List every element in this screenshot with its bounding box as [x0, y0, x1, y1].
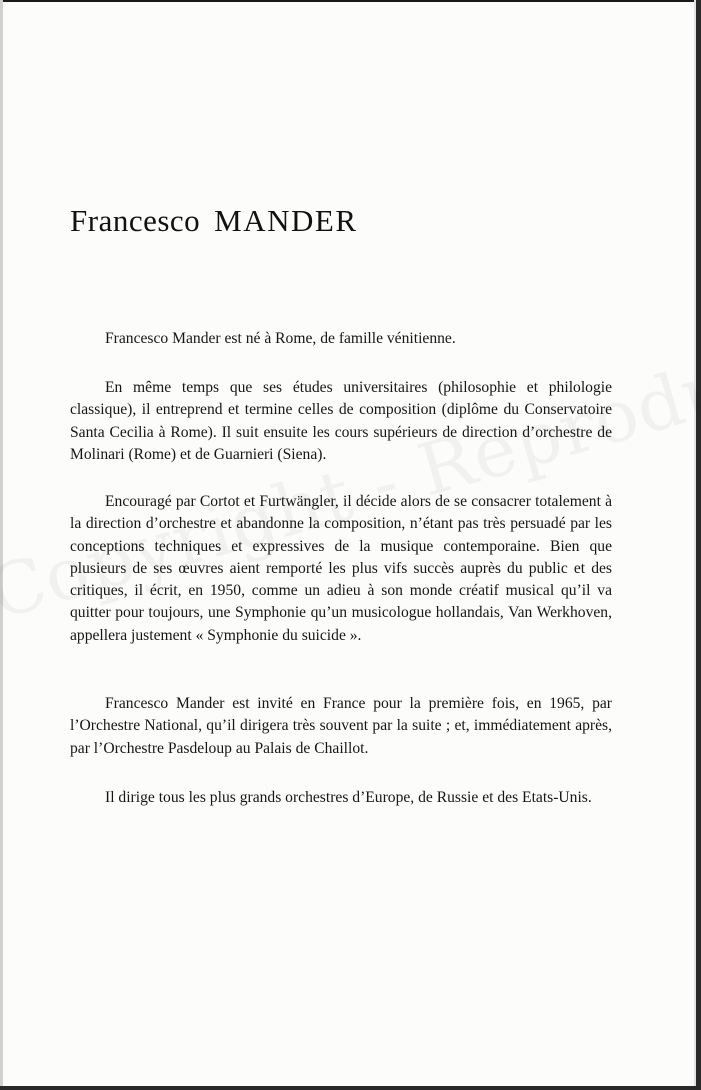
paragraph-career: Encouragé par Cortot et Furtwängler, il décide alors de se consacrer totalement à la direction d’orchestre et abandonne la composition, n’étant pas très persuadé par les conceptions techniques et expressives de la musique contemporaine. Bien que plusieurs de ses œuvres aient remporté les plus vifs succès auprès du public et des critiques, il écrit, en 1950, comme un adieu à son monde créatif musical qu’il va quitter pour toujours, une Symphonie qu’un musicologue hollandais, Van Werkhoven, appellera justement « Symphonie du suicide ». — [70, 493, 612, 644]
scan-edge-left — [0, 0, 3, 1090]
paragraph-birth: Francesco Mander est né à Rome, de famille vénitienne. — [105, 330, 456, 347]
page-title — [70, 203, 358, 239]
paragraph-orchestras: Il dirige tous les plus grands orchestres d’Europe, de Russie et des Etats-Unis. — [105, 789, 592, 806]
scan-edge-bottom — [0, 1086, 701, 1090]
title-first-name: Francesco — [70, 203, 201, 238]
scan-edge-right — [696, 0, 701, 1090]
paragraph-studies: En même temps que ses études universitaires (philosophie et philologie classique), il entreprend et termine celles de composition (diplôme du Conservatoire Santa Cecilia à Rome). Il suit ensuite les cours supérieurs de direction d’orchestre de Molinari (Rome) et de Guarnieri (Siena). — [70, 379, 612, 463]
title-surname: MANDER — [214, 203, 358, 238]
paragraph-france: Francesco Mander est invité en France pour la première fois, en 1965, par l’Orchestre National, qu’il dirigera très souvent par la suite ; et, immédiatement après, par l’Orchestre Pasdeloup au Palais de Chaillot. — [70, 695, 612, 757]
scan-edge-top — [0, 0, 701, 2]
